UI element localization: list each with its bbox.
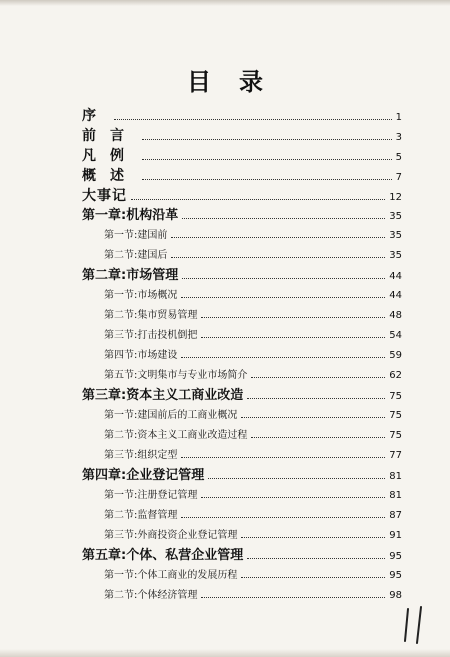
toc-page-number: 75: [389, 391, 402, 402]
toc-page-number: 95: [389, 551, 402, 562]
toc-page-number: 75: [389, 430, 402, 441]
toc-section-entry: [82, 246, 402, 266]
toc-entry-label: 第二章:市场管理: [82, 268, 179, 283]
toc-page-number: 35: [389, 211, 402, 222]
toc-section-entry: [82, 426, 402, 446]
table-of-contents: [82, 106, 402, 606]
toc-section-entry: [82, 506, 402, 526]
toc-dot-leader: [131, 199, 385, 200]
toc-chapter-entry: [82, 466, 402, 486]
toc-dot-leader: [142, 139, 392, 140]
toc-front-entry: [82, 166, 402, 186]
toc-section-entry: [82, 446, 402, 466]
toc-page-number: 95: [389, 570, 402, 581]
toc-dot-leader: [171, 237, 385, 238]
handwritten-mark-graphic: [399, 605, 429, 645]
toc-section-entry: [82, 486, 402, 506]
toc-dot-leader: [114, 119, 392, 120]
toc-dot-leader: [247, 398, 385, 399]
toc-dot-leader: [201, 597, 385, 598]
toc-entry-label: 第一章:机构沿革: [82, 208, 179, 223]
toc-page-number: 48: [389, 310, 402, 321]
toc-entry-label: 第四节:市场建设: [104, 350, 178, 361]
toc-dot-leader: [181, 457, 385, 458]
toc-page-number: 44: [389, 271, 402, 282]
toc-page-number: 81: [389, 490, 402, 501]
toc-section-entry: [82, 226, 402, 246]
toc-entry-label: 第二节:监督管理: [104, 510, 178, 521]
toc-dot-leader: [142, 179, 392, 180]
toc-page-number: 35: [389, 250, 402, 261]
toc-dot-leader: [142, 159, 392, 160]
toc-dot-leader: [182, 278, 385, 279]
toc-dot-leader: [181, 517, 385, 518]
toc-section-entry: [82, 306, 402, 326]
toc-chapter-entry: [82, 206, 402, 226]
toc-page-number: 75: [389, 410, 402, 421]
toc-entry-label: 凡例: [82, 148, 138, 164]
toc-entry-label: 第二节:资本主义工商业改造过程: [104, 430, 248, 441]
toc-entry-label: 第四章:企业登记管理: [82, 468, 205, 483]
toc-entry-label: 第三节:打击投机倒把: [104, 330, 198, 341]
toc-dot-leader: [201, 497, 385, 498]
toc-page-number: 98: [389, 590, 402, 601]
toc-page-number: 54: [389, 330, 402, 341]
toc-entry-label: 概述: [82, 168, 138, 184]
toc-page-number: 5: [395, 152, 402, 163]
toc-entry-label: 第一节:市场概况: [104, 290, 178, 301]
toc-page-number: 81: [389, 471, 402, 482]
toc-page-number: 44: [389, 290, 402, 301]
toc-dot-leader: [171, 257, 385, 258]
toc-dot-leader: [182, 218, 385, 219]
toc-dot-leader: [208, 478, 385, 479]
toc-section-entry: [82, 286, 402, 306]
toc-dot-leader: [241, 417, 385, 418]
toc-dot-leader: [201, 337, 385, 338]
toc-entry-label: 前言: [82, 128, 138, 144]
toc-section-entry: [82, 566, 402, 586]
toc-dot-leader: [241, 577, 385, 578]
toc-dot-leader: [181, 297, 385, 298]
toc-dot-leader: [251, 437, 385, 438]
toc-entry-label: 第一节:建国前后的工商业概况: [104, 410, 238, 421]
toc-page-number: 3: [395, 132, 402, 143]
toc-page-number: 91: [389, 530, 402, 541]
toc-page-number: 12: [389, 192, 402, 203]
toc-section-entry: [82, 526, 402, 546]
toc-dot-leader: [241, 537, 385, 538]
toc-entry-label: 第一节:建国前: [104, 230, 168, 241]
toc-page-number: 7: [395, 172, 402, 183]
toc-page-number: 77: [389, 450, 402, 461]
toc-entry-label: 第五章:个体、私营企业管理: [82, 548, 244, 563]
toc-front-entry: [82, 186, 402, 206]
toc-page-number: 59: [389, 350, 402, 361]
toc-entry-label: 第二节:建国后: [104, 250, 168, 261]
toc-dot-leader: [201, 317, 385, 318]
scan-edge-bottom: [0, 649, 450, 657]
toc-entry-label: 大事记: [82, 188, 127, 204]
toc-entry-label: 第五节:文明集市与专业市场简介: [104, 370, 248, 381]
toc-page-number: 62: [389, 370, 402, 381]
toc-entry-label: 第一节:注册登记管理: [104, 490, 198, 501]
toc-page-number: 1: [395, 112, 402, 123]
toc-dot-leader: [251, 377, 385, 378]
toc-dot-leader: [181, 357, 385, 358]
handwritten-page-mark: [399, 605, 429, 645]
toc-dot-leader: [247, 558, 385, 559]
toc-chapter-entry: [82, 546, 402, 566]
toc-section-entry: [82, 366, 402, 386]
toc-section-entry: [82, 326, 402, 346]
toc-entry-label: 第三节:组织定型: [104, 450, 178, 461]
toc-entry-label: 序: [82, 108, 110, 124]
toc-chapter-entry: [82, 266, 402, 286]
toc-section-entry: [82, 406, 402, 426]
toc-entry-label: 第三章:资本主义工商业改造: [82, 388, 244, 403]
toc-section-entry: [82, 346, 402, 366]
toc-entry-label: 第三节:外商投资企业登记管理: [104, 530, 238, 541]
toc-page-number: 35: [389, 230, 402, 241]
scan-edge-top: [0, 0, 450, 6]
toc-chapter-entry: [82, 386, 402, 406]
toc-page-number: 87: [389, 510, 402, 521]
toc-section-entry: [82, 586, 402, 606]
page-title: 目录: [187, 67, 291, 96]
toc-front-entry: [82, 146, 402, 166]
toc-front-entry: [82, 106, 402, 126]
toc-entry-label: 第二节:集市贸易管理: [104, 310, 198, 321]
toc-entry-label: 第一节:个体工商业的发展历程: [104, 570, 238, 581]
toc-entry-label: 第二节:个体经济管理: [104, 590, 198, 601]
toc-front-entry: [82, 126, 402, 146]
